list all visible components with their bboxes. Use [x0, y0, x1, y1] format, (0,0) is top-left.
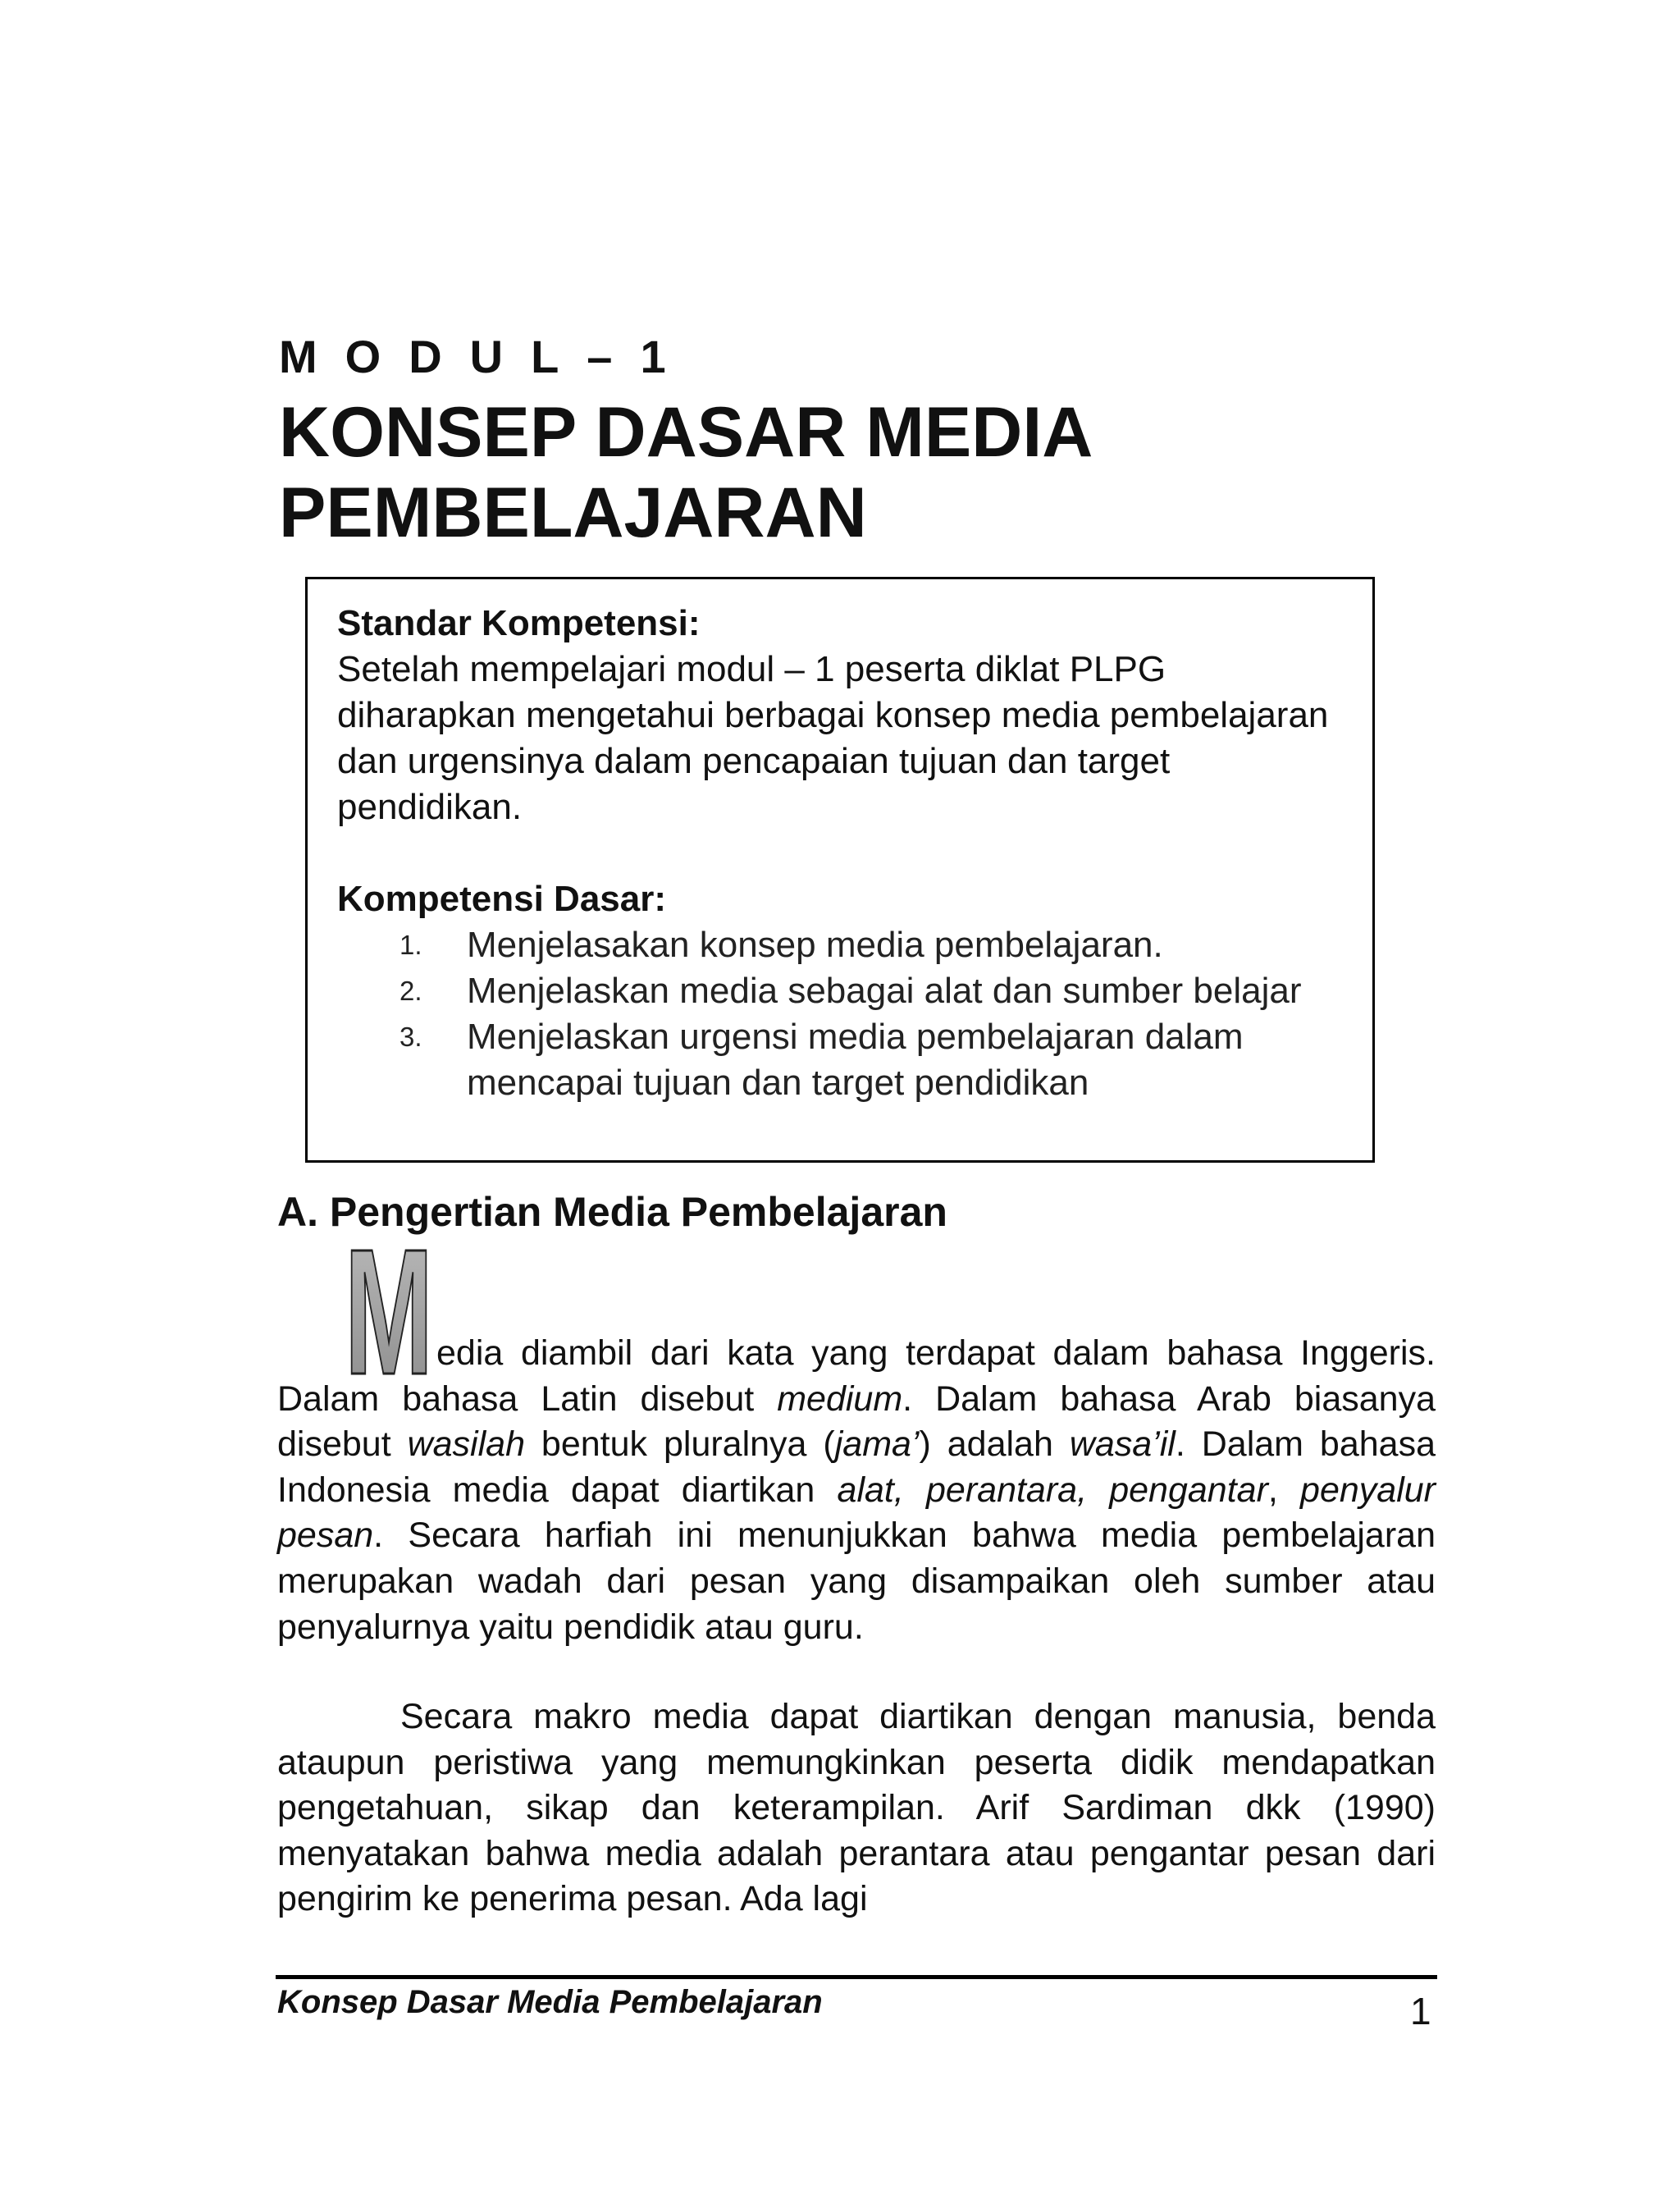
term-wasilah: wasilah — [407, 1424, 525, 1465]
term-wasail: wasa’il — [1069, 1424, 1176, 1465]
paragraph-2: Secara makro media dapat diartikan dengan manusia, benda ataupun peristiwa yang memungkinkan peserta didik mendapatkan pengetahuan, sikap dan keterampilan. Arif Sardiman dkk (1990) menyatakan bahwa media adalah perantara atau pengantar pesan dari pengirim ke penerima pesan. Ada lagi — [277, 1697, 1436, 1919]
footer-rule — [276, 1975, 1437, 1979]
list-item-text: Menjelaskan urgensi media pembelajaran dalam mencapai tujuan dan target pendidikan — [467, 1017, 1244, 1103]
list-item — [337, 1014, 1338, 1106]
list-item-text: Menjelaskan media sebagai alat dan sumber belajar — [467, 971, 1302, 1011]
term-medium: medium — [777, 1378, 903, 1419]
page-title — [279, 392, 1444, 553]
competency-box — [305, 577, 1375, 1163]
list-item-number: 2. — [399, 976, 422, 1006]
competency-box-content — [337, 601, 1338, 1106]
footer-title: Konsep Dasar Media Pembelajaran — [277, 1984, 823, 2020]
drop-cap-letter: M — [345, 1213, 433, 1412]
term-jama: jama’ — [834, 1424, 920, 1465]
list-item-number: 1. — [399, 930, 422, 960]
section-heading: A. Pengertian Media Pembelajaran — [277, 1189, 947, 1235]
list-item — [337, 968, 1338, 1014]
page-number: 1 — [1410, 1990, 1431, 2032]
modul-label: MODUL–1 — [279, 331, 694, 382]
list-item-number: 3. — [399, 1022, 422, 1052]
spacer — [337, 830, 1338, 876]
basic-competency-heading: Kompetensi Dasar: — [337, 879, 667, 919]
title-line-1: KONSEP DASAR MEDIA — [279, 393, 1093, 472]
term-penyalur-pesan: penyalur pesan — [277, 1470, 1436, 1556]
standard-competency-text: Setelah mempelajari modul – 1 peserta diklat PLPG diharapkan mengetahui berbagai konsep media pembelajaran dan urgensinya dalam pencapaian tujuan dan target pendidikan. — [337, 649, 1329, 827]
standard-competency-heading: Standar Kompetensi: — [337, 603, 701, 643]
list-item — [337, 922, 1338, 968]
paragraph-1: edia diambil dari kata yang terdapat dalam bahasa Inggeris. Dalam bahasa Latin disebut medium. Dalam bahasa Arab biasanya disebut wasilah bentuk pluralnya (jama’) adalah wasa’il. Dalam bahasa Indonesia media dapat diartikan alat, perantara, pengantar, penyalur pesan. Secara harfiah ini menunjukkan bahwa media pembelajaran merupakan wadah dari pesan yang disampaikan oleh sumber atau penyalurnya yaitu pendidik atau guru. — [277, 1333, 1436, 1647]
list-item-text: Menjelasakan konsep media pembelajaran. — [467, 925, 1163, 965]
basic-competency-list — [337, 922, 1338, 1106]
term-alat-perantara: alat, perantara, pengantar — [837, 1470, 1268, 1510]
title-line-2: PEMBELAJARAN — [279, 473, 867, 552]
